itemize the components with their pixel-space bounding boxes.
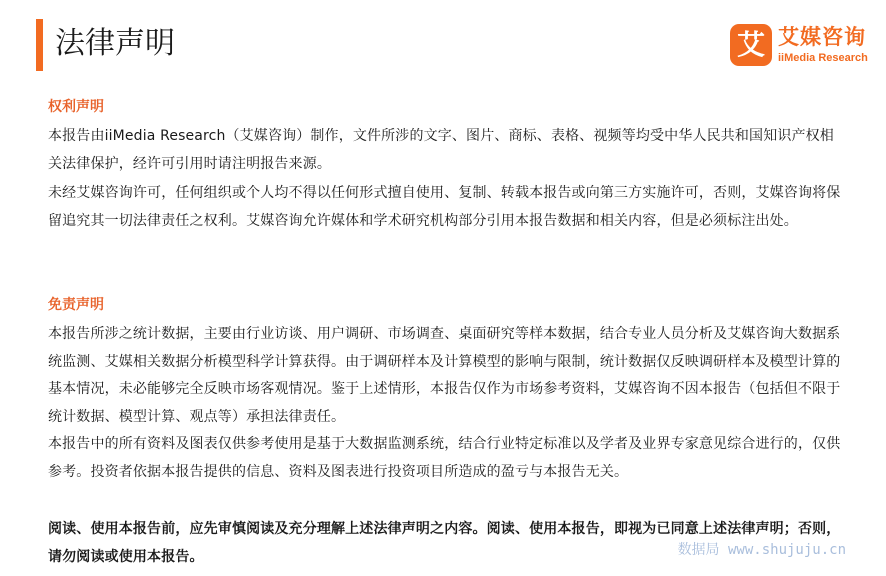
usage-notice: 阅读、使用本报告前，应先审慎阅读及充分理解上述法律声明之内容。阅读、使用本报告，即视为已同意上述法律声明；否则，请勿阅读或使用本报告。 — [48, 521, 841, 565]
logo-name-en: iiMedia Research — [778, 52, 868, 64]
rights-heading: 权利声明 — [48, 99, 104, 115]
title-accent-bar — [36, 19, 43, 71]
rights-paragraph-1: 本报告由iiMedia Research（艾媒咨询）制作，文件所涉的文字、图片、商标、表格、视频等均受中华人民共和国知识产权相关法律保护，经许可引用时请注明报告来源。 — [48, 128, 834, 172]
watermark-text: 数据局 www.shujuju.cn — [677, 542, 846, 558]
logo-name-cn: 艾媒咨询 — [778, 25, 866, 49]
disclaimer-heading: 免责声明 — [48, 297, 104, 313]
logo-mark-icon: 艾 — [730, 24, 772, 66]
disclaimer-paragraph-2: 本报告中的所有资料及图表仅供参考使用是基于大数据监测系统，结合行业特定标准以及学者及业界专家意见综合进行的，仅供参考。投资者依据本报告提供的信息、资料及图表进行投资项目所造成的盈亏与本报告无关。 — [48, 436, 841, 480]
page-title: 法律声明 — [55, 26, 175, 61]
disclaimer-paragraph-1: 本报告所涉之统计数据，主要由行业访谈、用户调研、市场调查、桌面研究等样本数据，结合专业人员分析及艾媒咨询大数据系统监测、艾媒相关数据分析模型科学计算获得。由于调研样本及计算模型的影响与限制，统计数据仅反映调研样本及模型计算的基本情况，未必能够完全反映市场客观情况。鉴于上述情形，本报告仅作为市场参考资料，艾媒咨询不因本报告（包括但不限于统计数据、模型计算、观点等）承担法律责任。 — [48, 326, 841, 425]
iimedia-logo — [730, 24, 878, 68]
rights-paragraph-2: 未经艾媒咨询许可，任何组织或个人均不得以任何形式擅自使用、复制、转载本报告或向第三方实施许可，否则，艾媒咨询将保留追究其一切法律责任之权利。艾媒咨询允许媒体和学术研究机构部分引用本报告数据和相关内容，但是必须标注出处。 — [48, 185, 841, 229]
